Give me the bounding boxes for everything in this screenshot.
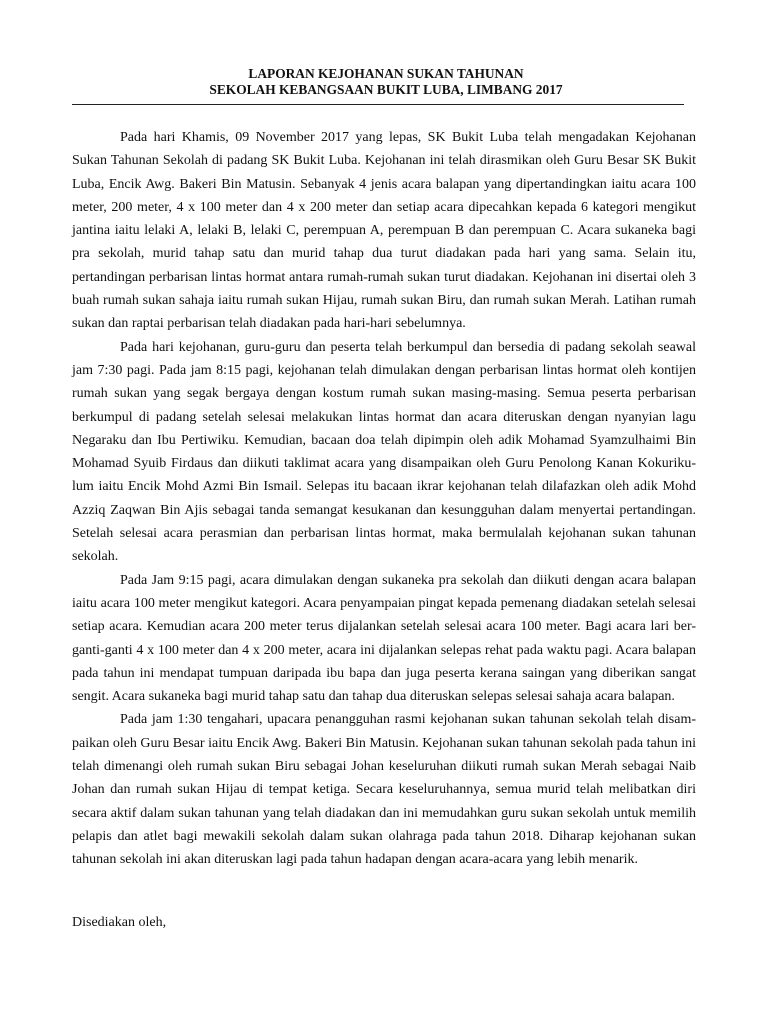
report-body — [72, 126, 696, 872]
paragraph-4: Pada jam 1:30 tengahari, upacara penangguhan rasmi kejohanan sukan tahunan sekolah telah disam-paikan oleh Guru Besar iaitu Encik Awg. Bakeri Bin Matusin. Kejohanan sukan tahunan sekolah pada tahun ini telah dimenangi oleh rumah sukan Biru sebagai Johan keseluruhan diikuti rumah sukan Merah sebagai Naib Johan dan rumah sukan Hijau di tempat ketiga. Secara keseluruhannya, semua murid telah melibatkan diri secara aktif dalam sukan tahunan yang telah diadakan dan ini memudahkan guru sukan sekolah untuk memilih pelapis dan atlet bagi mewakili sekolah dalam sukan olahraga pada tahun 2018. Diharap kejohanan sukan tahunan sekolah ini akan diteruskan lagi pada tahun hadapan dengan acara-acara yang lebih menarik. — [72, 712, 696, 868]
paragraph-3: Pada Jam 9:15 pagi, acara dimulakan dengan sukaneka pra sekolah dan diikuti dengan acara balapan iaitu acara 100 meter mengikut kategori. Acara penyampaian pingat kepada pemenang diadakan setelah selesai setiap acara. Kemudian acara 200 meter terus dijalankan setelah selesai acara 100 meter. Bagi acara lari ber-ganti-ganti 4 x 100 meter dan 4 x 200 meter, acara ini dijalankan selepas rehat pada waktu pagi. Acara balapan pada tahun ini mendapat tumpuan daripada ibu bapa dan juga peserta kerana saingan yang diberikan sangat sengit. Acara sukaneka bagi murid tahap satu dan tahap dua diteruskan selepas selesai sahaja acara balapan. — [72, 572, 696, 705]
title-line-2: SEKOLAH KEBANGSAAN BUKIT LUBA, LIMBANG 2017 — [209, 82, 563, 97]
title-underline — [72, 104, 684, 105]
paragraph-2: Pada hari kejohanan, guru-guru dan peserta telah berkumpul dan bersedia di padang sekolah seawal jam 7:30 pagi. Pada jam 8:15 pagi, kejohanan telah dimulakan dengan perbarisan lintas hormat oleh kontijen rumah sukan yang segak bergaya dengan kostum rumah sukan masing-masing. Semua peserta perbarisan berkumpul di padang setelah selesai melakukan lintas hormat dan acara diteruskan dengan nyanyian lagu Negaraku dan Ibu Pertiwiku. Kemudian, bacaan doa telah dipimpin oleh adik Mohamad Syamzulhaimi Bin Mohamad Syuib Firdaus dan diikuti taklimat acara yang disampaikan oleh Guru Penolong Kanan Kokuriku-lum iaitu Encik Mohd Azmi Bin Ismail. Selepas itu bacaan ikrar kejohanan telah dilafazkan oleh adik Mohd Azziq Zaqwan Bin Ajis sebagai tanda semangat kesukanan dan kesungguhan dalam menyertai pertandingan. Setelah selesai acara perasmian dan perbarisan lintas hormat, maka bermulalah kejohanan sukan tahunan sekolah. — [72, 339, 696, 565]
title-line-1: LAPORAN KEJOHANAN SUKAN TAHUNAN — [248, 66, 524, 81]
report-title — [72, 66, 700, 98]
paragraph-1: Pada hari Khamis, 09 November 2017 yang lepas, SK Bukit Luba telah mengadakan Kejohanan Sukan Tahunan Sekolah di padang SK Bukit Luba. Kejohanan ini telah dirasmikan oleh Guru Besar SK Bukit Luba, Encik Awg. Bakeri Bin Matusin. Sebanyak 4 jenis acara balapan yang dipertandingkan iaitu acara 100 meter, 200 meter, 4 x 100 meter dan 4 x 200 meter dan setiap acara dipecahkan kepada 6 kategori mengikut jantina iaitu lelaki A, lelaki B, lelaki C, perempuan A, perempuan B dan perempuan C. Acara sukaneka bagi pra sekolah, murid tahap satu dan murid tahap dua turut diadakan pada hari yang sama. Selain itu, pertandingan perbarisan lintas hormat antara rumah-rumah sukan turut diadakan. Kejohanan ini disertai oleh 3 buah rumah sukan sahaja iaitu rumah sukan Hijau, rumah sukan Biru, dan rumah sukan Merah. Latihan rumah sukan dan raptai perbarisan telah diadakan pada hari-hari sebelumnya. — [72, 130, 696, 332]
closing-line: Disediakan oleh, — [72, 915, 167, 930]
